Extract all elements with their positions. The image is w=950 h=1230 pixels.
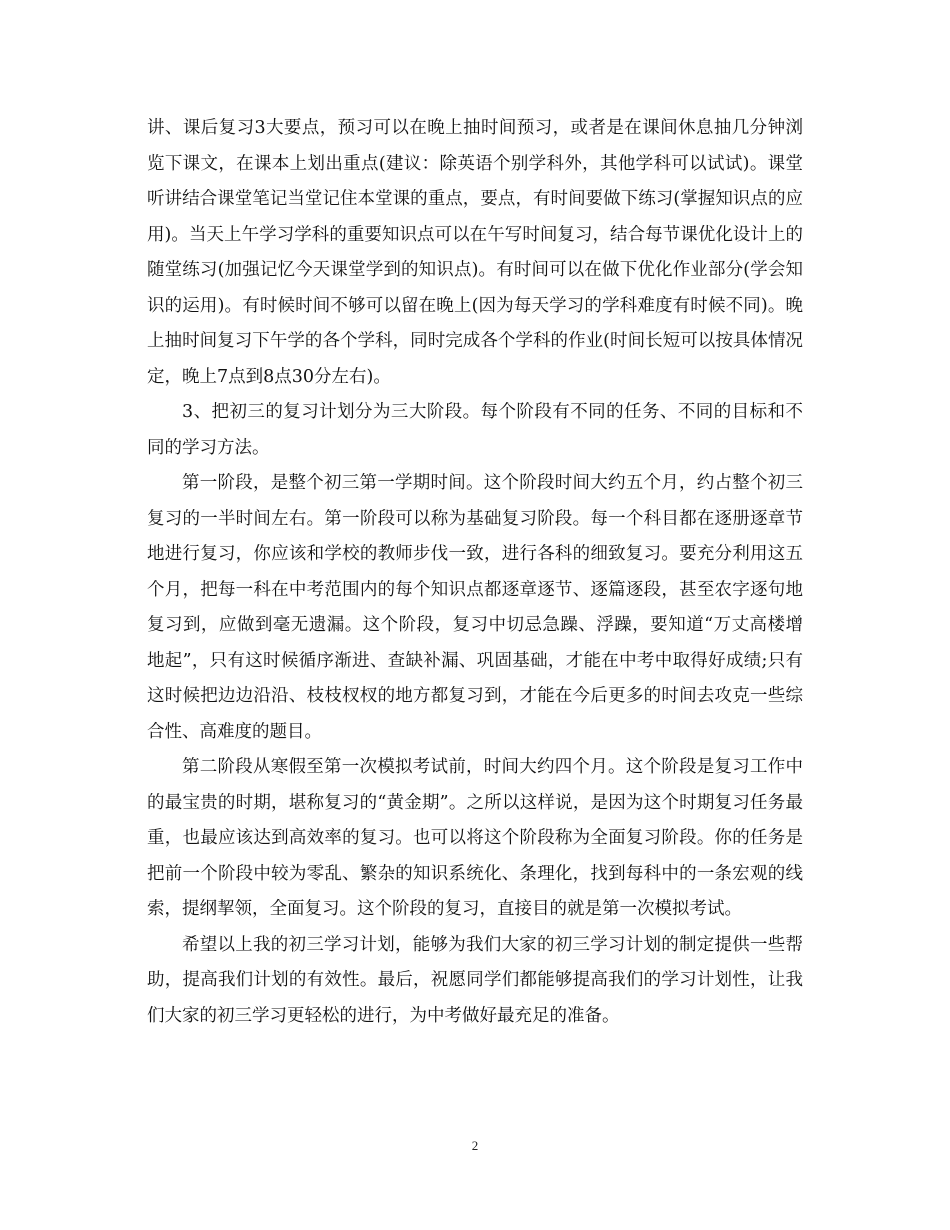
paragraph-continued: 讲、课后复习3大要点，预习可以在晚上抽时间预习，或者是在课间休息抽几分钟浏览下课文，在课本上划出重点(建议：除英语个别学科外，其他学科可以试试)。课堂听讲结合课堂笔记当堂记住本堂课的重点，要点，有时间要做下练习(掌握知识点的应用)。当天上午学习学科的重要知识点可以在午写时间复习，结合每节课优化设计上的随堂练习(加强记忆今天课堂学到的知识点)。有时间可以在做下优化作业部分(学会知识的运用)。有时候时间不够可以留在晚上(因为每天学习的学科难度有时候不同)。晚上抽时间复习下午学的各个学科，同时完成各个学科的作业(时间长短可以按具体情况定，晚上7点到8点30分左右)。 (147, 118, 803, 387)
document-body (147, 111, 803, 1034)
paragraph-conclusion: 希望以上我的初三学习计划，能够为我们大家的初三学习计划的制定提供一些帮助，提高我们计划的有效性。最后，祝愿同学们都能够提高我们的学习计划性，让我们大家的初三学习更轻松的进行，为中考做好最充足的准备。 (147, 934, 803, 1026)
paragraph-stage-one: 第一阶段，是整个初三第一学期时间。这个阶段时间大约五个月，约占整个初三复习的一半时间左右。第一阶段可以称为基础复习阶段。每一个科目都在逐册逐章节地进行复习，你应该和学校的教师步伐一致，进行各科的细致复习。要充分利用这五个月，把每一科在中考范围内的每个知识点都逐章逐节、逐篇逐段，甚至农字逐句地复习到，应做到毫无遗漏。这个阶段，复习中切忌急躁、浮躁，要知道“万丈高楼增地起”，只有这时候循序渐进、查缺补漏、巩固基础，才能在中考中取得好成绩;只有这时候把边边沿沿、枝枝杈杈的地方都复习到，才能在今后更多的时间去攻克一些综合性、高难度的题目。 (147, 473, 803, 742)
paragraph-stage-two: 第二阶段从寒假至第一次模拟考试前，时间大约四个月。这个阶段是复习工作中的最宝贵的时期，堪称复习的“黄金期”。之所以这样说，是因为这个时期复习任务最重，也最应该达到高效率的复习。也可以将这个阶段称为全面复习阶段。你的任务是把前一个阶段中较为零乱、繁杂的知识系统化、条理化，找到每科中的一条宏观的线索，提纲挈领，全面复习。这个阶段的复习，直接目的就是第一次模拟考试。 (147, 757, 803, 919)
page-number: 2 (471, 1138, 479, 1153)
paragraph-three-stages: 3、把初三的复习计划分为三大阶段。每个阶段有不同的任务、不同的目标和不同的学习方法。 (147, 402, 803, 458)
